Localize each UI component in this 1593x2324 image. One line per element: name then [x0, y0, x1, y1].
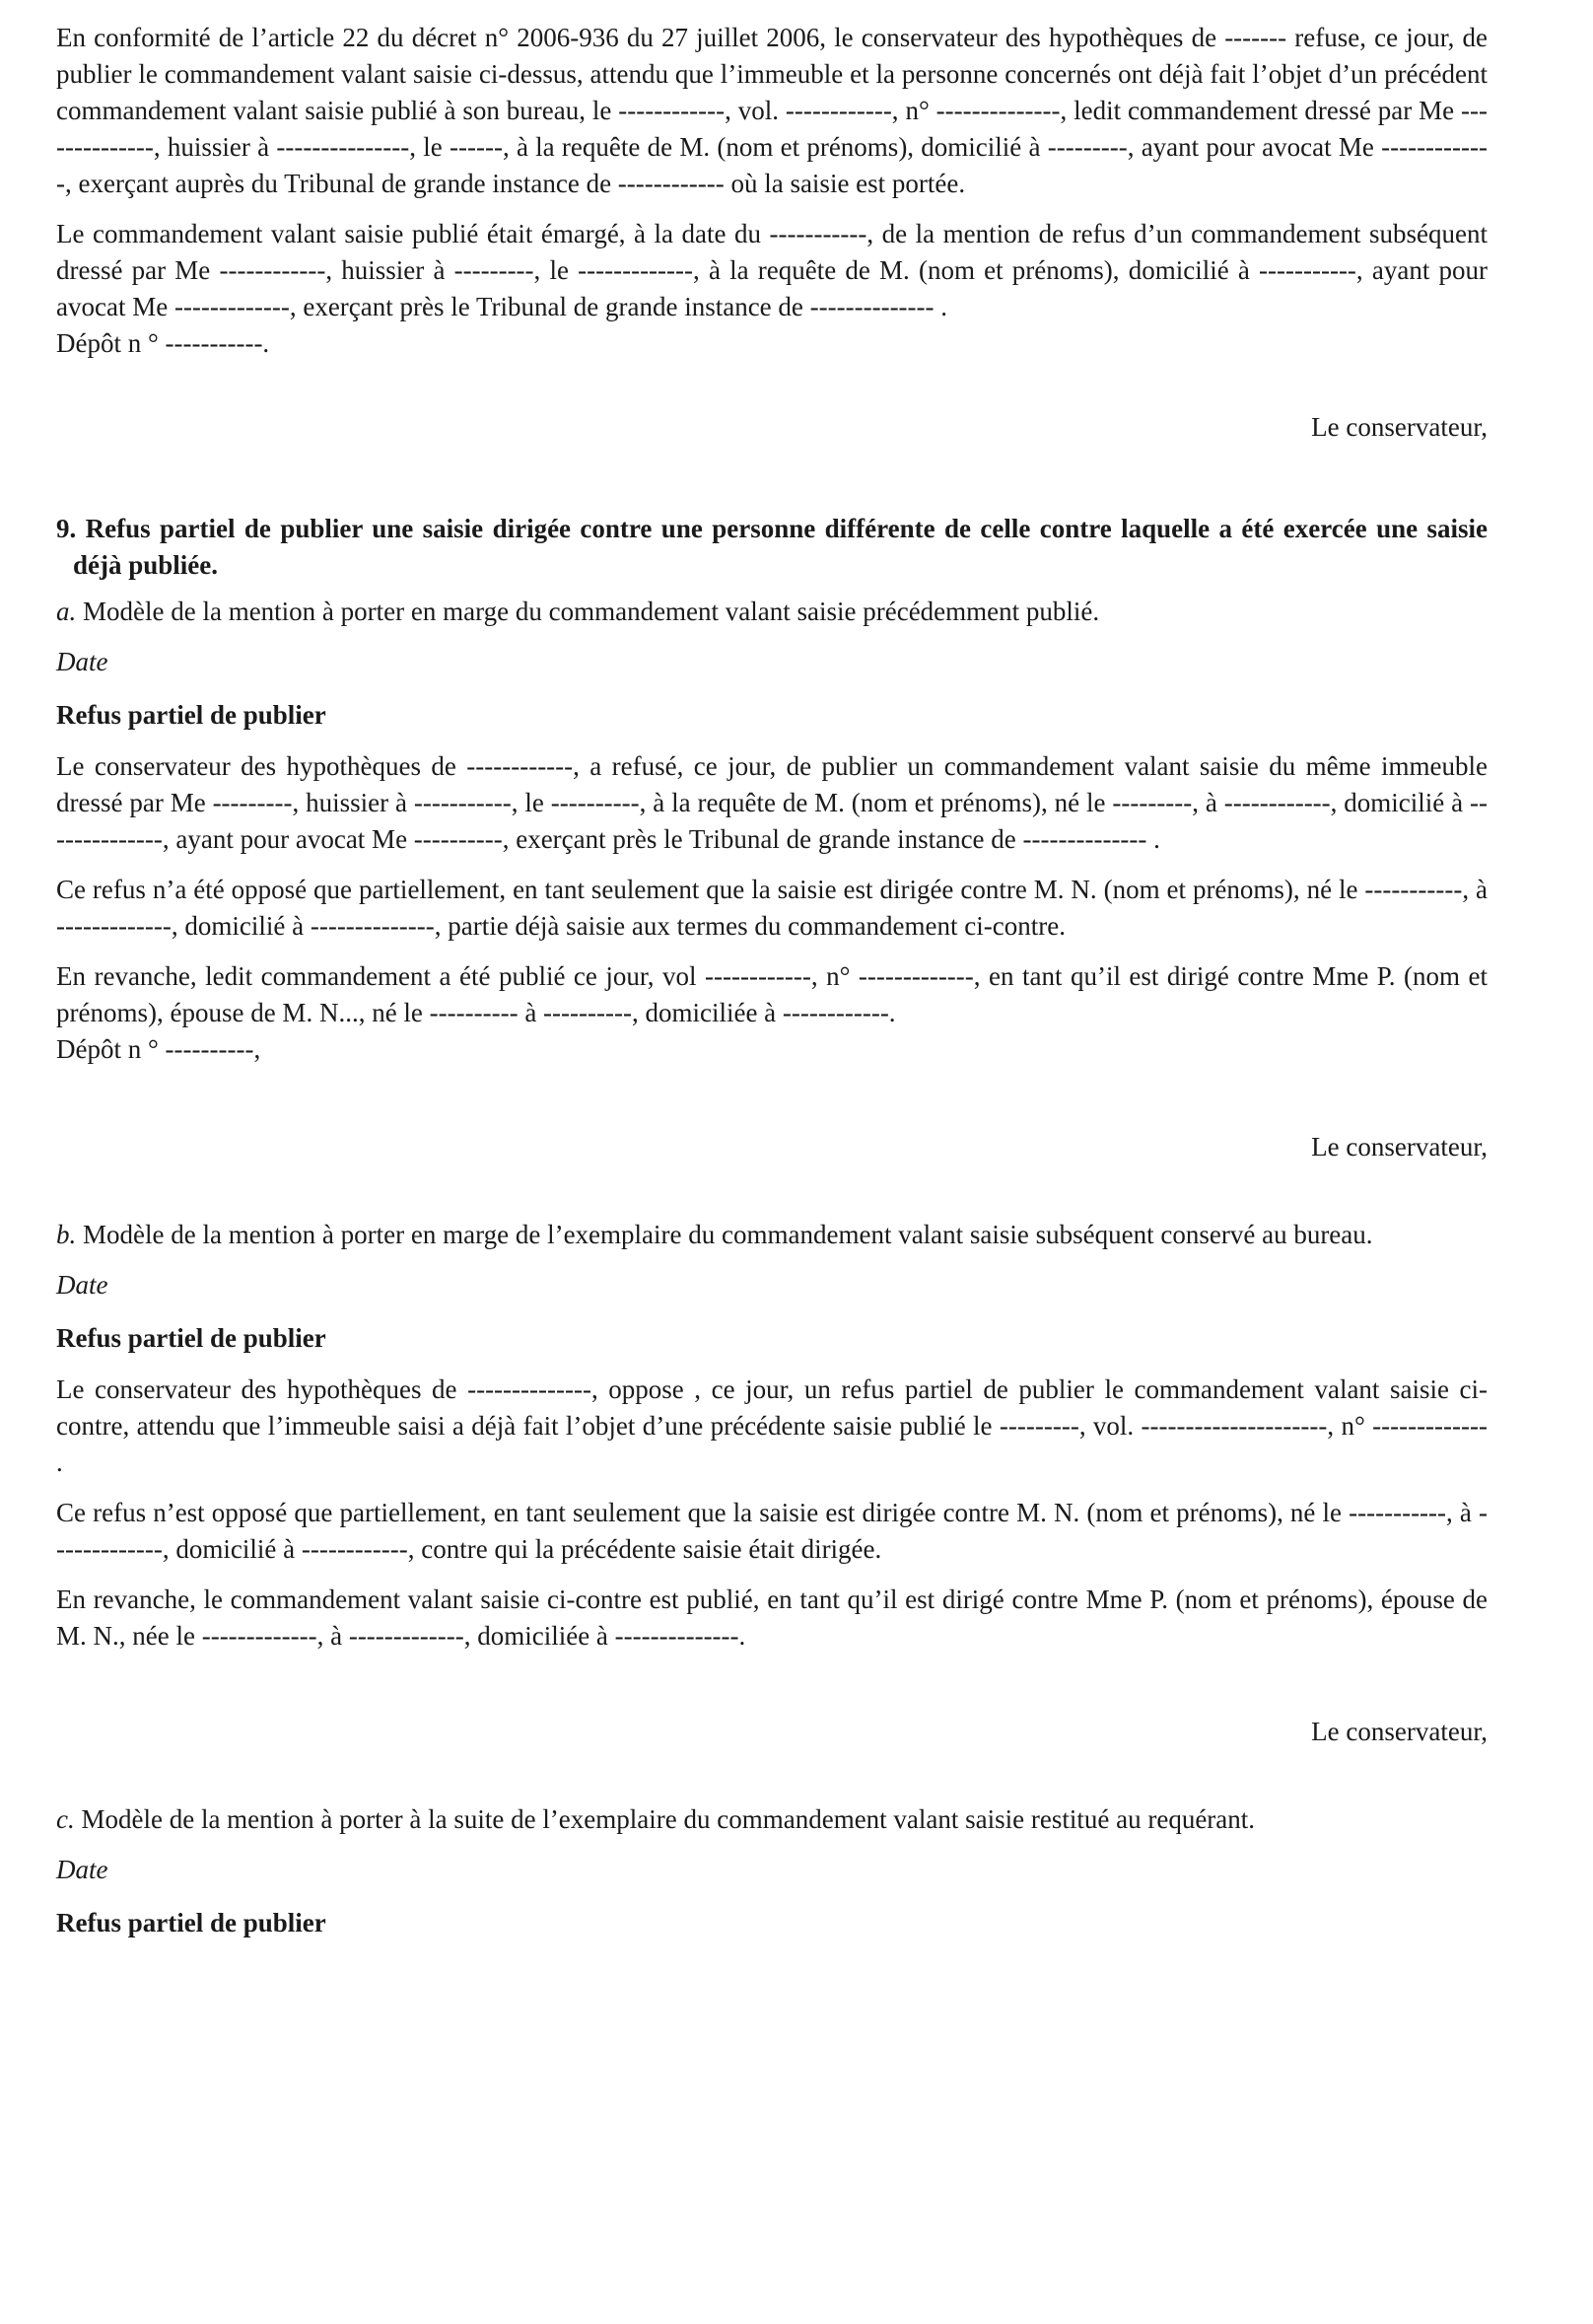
intro-paragraph-1: En conformité de l’article 22 du décret n° 2006-936 du 27 juillet 2006, le conservateur des hypothèques de ------- refuse, ce jour, de publier le commandement valant saisie ci-dessus, attendu que l’immeuble et la personne concernés ont déjà fait l’objet d’un précédent commandement valant saisie publié à son bureau, le ------------, vol. ------------, n° --------------, ledit commandement dressé par Me --------------, huissier à ---------------, le ------, à la requête de M. (nom et prénoms), domicilié à ---------, ayant pour avocat Me -------------, exerçant auprès du Tribunal de grande instance de ------------ où la saisie est portée.: [56, 23, 1488, 198]
intro-signature: Le conservateur,: [1311, 412, 1488, 442]
model-c-intro-text: Modèle de la mention à porter à la suite de l’exemplaire du commandement valant saisie restitué au requérant.: [74, 1804, 1256, 1834]
model-b-signature: Le conservateur,: [1311, 1717, 1488, 1746]
model-a-depot: Dépôt n ° ----------,: [56, 1034, 261, 1064]
model-b-paragraph-1: Le conservateur des hypothèques de --------------, oppose , ce jour, un refus partiel de publier le commandement valant saisie ci-contre, attendu que l’immeuble saisi a déjà fait l’objet d’une précédente saisie publié le ---------, vol. ---------------------, n° ------------- .: [56, 1374, 1488, 1477]
model-b-paragraph-3: En revanche, le commandement valant saisie ci-contre est publié, en tant qu’il est dirigé contre Mme P. (nom et prénoms), épouse de M. N., née le -------------, à -------------, domiciliée à --------------.: [56, 1585, 1488, 1651]
model-b-intro: [56, 1217, 1488, 1253]
section-9-heading: 9. Refus partiel de publier une saisie dirigée contre une personne différente de celle contre laquelle a été exercée une saisie déjà publiée.: [56, 514, 1488, 580]
model-b-paragraph-2: Ce refus n’est opposé que partiellement, en tant seulement que la saisie est dirigée contre M. N. (nom et prénoms), né le -----------, à -------------, domicilié à ------------, contre qui la précédente saisie était dirigée.: [56, 1498, 1488, 1564]
model-c-date: Date: [56, 1855, 108, 1884]
model-b-intro-text: Modèle de la mention à porter en marge de l’exemplaire du commandement valant saisie subséquent conservé au bureau.: [76, 1220, 1373, 1249]
model-a-paragraph-3: En revanche, ledit commandement a été publié ce jour, vol ------------, n° -------------, en tant qu’il est dirigé contre Mme P. (nom et prénoms), épouse de M. N..., né le ---------- à ----------, domiciliée à ------------.: [56, 961, 1488, 1027]
document-page: [56, 20, 1488, 1956]
model-a-paragraph-2: Ce refus n’a été opposé que partiellement, en tant seulement que la saisie est dirigée contre M. N. (nom et prénoms), né le -----------, à -------------, domicilié à --------------, partie déjà saisie aux termes du commandement ci-contre.: [56, 875, 1488, 941]
intro-depot: Dépôt n ° -----------.: [56, 328, 270, 358]
model-a-intro-text: Modèle de la mention à porter en marge du commandement valant saisie précédemment publié.: [76, 597, 1100, 626]
model-a-title: Refus partiel de publier: [56, 700, 326, 730]
model-a-letter: a.: [56, 597, 77, 626]
model-c-title: Refus partiel de publier: [56, 1908, 326, 1937]
model-a-paragraph-1: Le conservateur des hypothèques de ------------, a refusé, ce jour, de publier un commandement valant saisie du même immeuble dressé par Me ---------, huissier à -----------, le ----------, à la requête de M. (nom et prénoms), né le ---------, à ------------, domicilié à --------------, ayant pour avocat Me ----------, exerçant près le Tribunal de grande instance de -------------- .: [56, 751, 1488, 854]
model-c-intro: [56, 1801, 1488, 1838]
model-b-date: Date: [56, 1270, 108, 1300]
model-c-letter: c.: [56, 1804, 75, 1834]
model-a-date: Date: [56, 647, 108, 676]
model-a-intro: [56, 594, 1488, 630]
model-b-title: Refus partiel de publier: [56, 1323, 326, 1353]
intro-paragraph-2: Le commandement valant saisie publié était émargé, à la date du -----------, de la mention de refus d’un commandement subséquent dressé par Me ------------, huissier à ---------, le -------------, à la requête de M. (nom et prénoms), domicilié à -----------, ayant pour avocat Me -------------, exerçant près le Tribunal de grande instance de -------------- .: [56, 219, 1488, 321]
model-a-signature: Le conservateur,: [1311, 1132, 1488, 1162]
model-b-letter: b.: [56, 1220, 77, 1249]
